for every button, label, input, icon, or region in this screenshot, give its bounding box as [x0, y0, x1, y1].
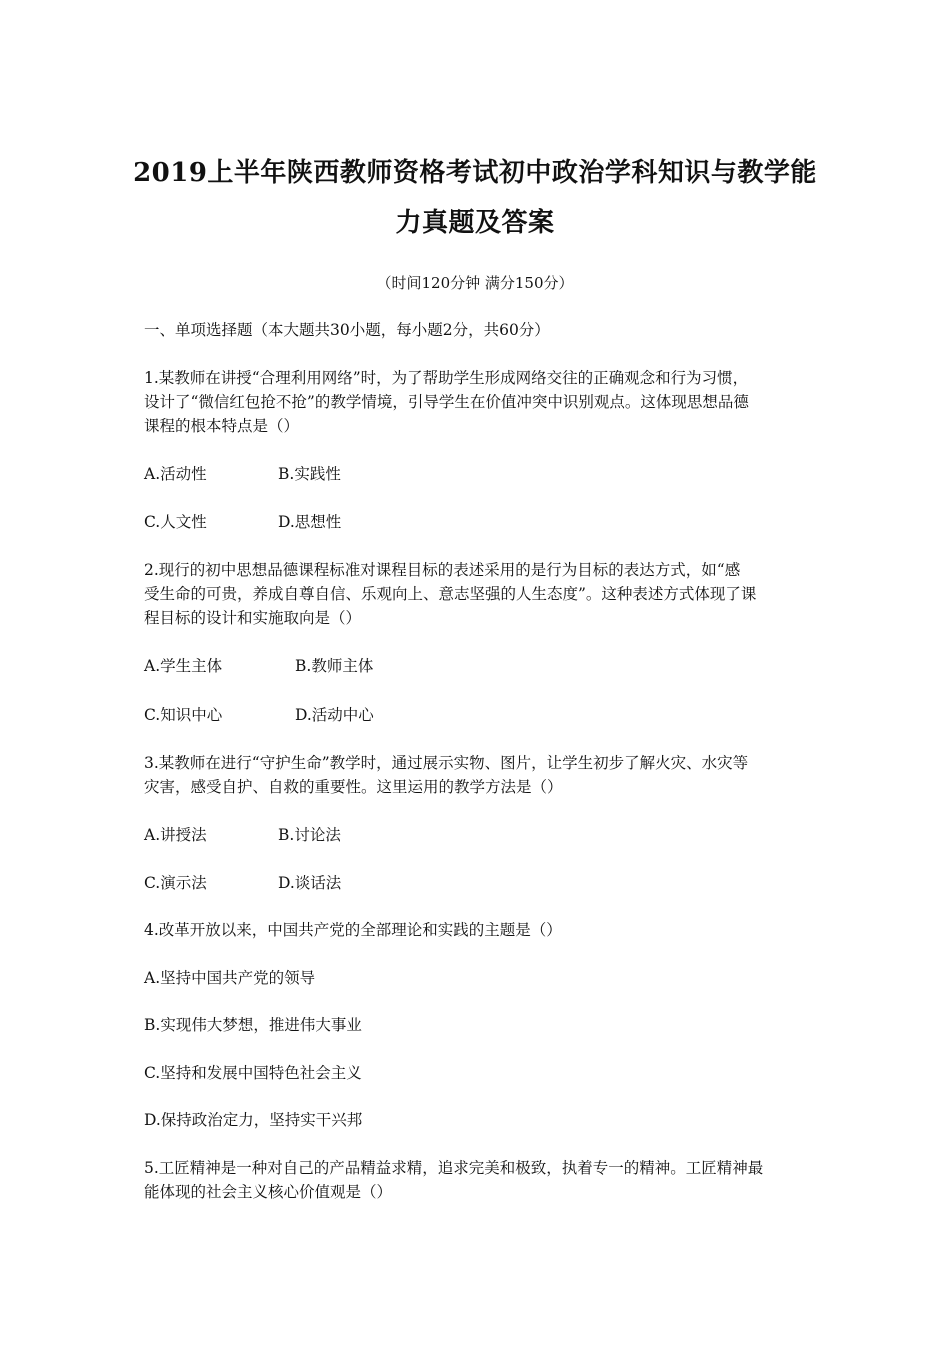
- question-4-option-c: C.坚持和发展中国特色社会主义: [144, 1064, 362, 1082]
- question-1-option-c: C.人文性: [144, 513, 207, 531]
- question-1-stem-line-3: 课程的根本特点是（）: [144, 417, 300, 435]
- question-5-stem-line-2: 能体现的社会主义核心价值观是（）: [144, 1183, 393, 1201]
- question-3-option-b: B.讨论法: [278, 826, 341, 844]
- question-1-stem-line-2: 设计了“微信红包抢不抢”的教学情境，引导学生在价值冲突中识别观点。这体现思想品德: [144, 393, 749, 411]
- question-3-option-c: C.演示法: [144, 874, 207, 892]
- question-2-option-row-2: [144, 703, 374, 727]
- question-2-stem-line-3: 程目标的设计和实施取向是（）: [144, 609, 362, 627]
- question-1-option-row-2: [144, 510, 342, 534]
- question-3-option-a: A.讲授法: [144, 826, 207, 844]
- question-3-option-row-1: [144, 823, 341, 847]
- question-4-option-d: D.保持政治定力，坚持实干兴邦: [144, 1111, 363, 1129]
- question-1-stem-line-1: 1.某教师在讲授“合理利用网络”时，为了帮助学生形成网络交往的正确观念和行为习惯，: [144, 369, 749, 387]
- question-2-option-row-1: [144, 654, 374, 678]
- question-1-option-d: D.思想性: [278, 513, 342, 531]
- question-2-option-d: D.活动中心: [295, 706, 374, 724]
- question-3-option-d: D.谈话法: [278, 874, 342, 892]
- question-2-option-c: C.知识中心: [144, 706, 223, 724]
- question-2-stem-line-1: 2.现行的初中思想品德课程标准对课程目标的表述采用的是行为目标的表达方式，如“感: [144, 561, 741, 579]
- question-2-stem-line-2: 受生命的可贵，养成自尊自信、乐观向上、意志坚强的人生态度”。这种表述方式体现了课: [144, 585, 757, 603]
- exam-time-and-score: （时间120分钟 满分150分）: [376, 274, 574, 292]
- question-4-stem-line-1: 4.改革开放以来，中国共产党的全部理论和实践的主题是（）: [144, 921, 562, 939]
- section-heading: 一、单项选择题（本大题共30小题，每小题2分，共60分）: [144, 321, 550, 339]
- question-4-option-a: A.坚持中国共产党的领导: [144, 969, 316, 987]
- question-2-option-a: A.学生主体: [144, 657, 223, 675]
- question-1-option-a: A.活动性: [144, 465, 207, 483]
- document-title-line-2: 力真题及答案: [395, 208, 555, 238]
- question-3-option-row-2: [144, 871, 342, 895]
- question-3-stem-line-1: 3.某教师在进行“守护生命”教学时，通过展示实物、图片，让学生初步了解火灾、水灾等: [144, 754, 749, 772]
- question-1-option-b: B.实践性: [278, 465, 341, 483]
- question-2-option-b: B.教师主体: [295, 657, 374, 675]
- question-1-option-row-1: [144, 462, 341, 486]
- document-title-line-1: 2019上半年陕西教师资格考试初中政治学科知识与教学能: [133, 158, 817, 188]
- question-5-stem-line-1: 5.工匠精神是一种对自己的产品精益求精，追求完美和极致，执着专一的精神。工匠精神最: [144, 1159, 764, 1177]
- question-3-stem-line-2: 灾害，感受自护、自救的重要性。这里运用的教学方法是（）: [144, 778, 563, 796]
- question-4-option-b: B.实现伟大梦想，推进伟大事业: [144, 1016, 362, 1034]
